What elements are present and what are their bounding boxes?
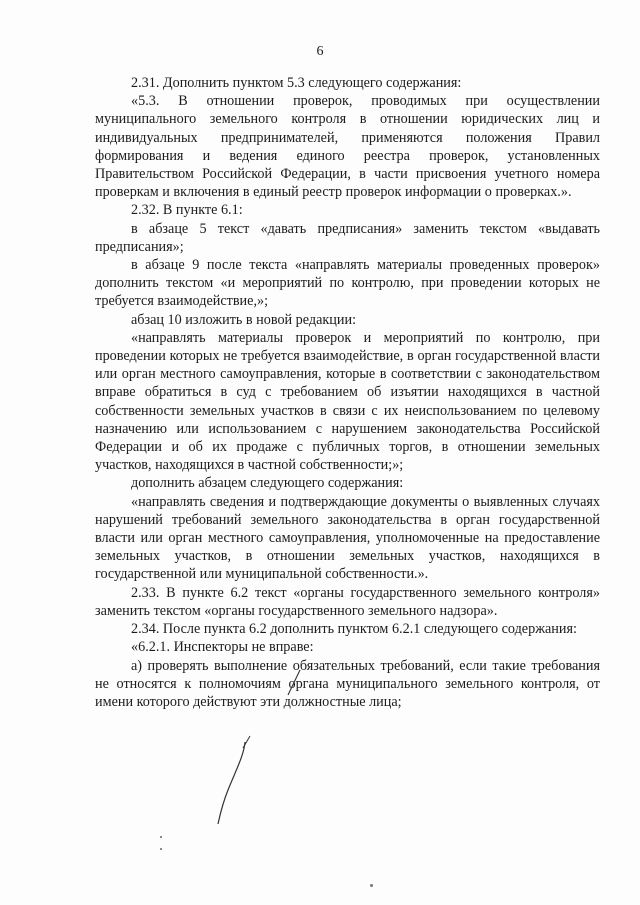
page-number: 6 (316, 44, 324, 59)
paragraph-add-abzac-text: «направлять сведения и подтверждающие документы о выявленных случаях нарушений требований земельного законодательства в орган государственной власти или орган местного самоуправления, уполномоченные на предоставление земельных участков, в отношении земельных участков, находящихся в государственной или муниципальной собственности.». (95, 493, 600, 583)
document-body (95, 74, 600, 711)
paragraph-abzac-5: в абзаце 5 текст «давать предписания» заменить текстом «выдавать предписания»; (95, 220, 600, 255)
paragraph-6-2-1: «6.2.1. Инспекторы не вправе: (131, 639, 314, 656)
scan-dot (370, 884, 373, 887)
paragraph-abzac-9: в абзаце 9 после текста «направлять материалы проведенных проверок» дополнить текстом «и мероприятий по контролю, при проведении которых не требуется взаимодействие,»; (95, 257, 600, 310)
paragraph-add-abzac: дополнить абзацем следующего содержания: (131, 475, 404, 492)
paragraph-5-3-text: «5.3. В отношении проверок, проводимых при осуществлении муниципального земельного контроля в отношении юридических лиц и индивидуальных предпринимателей, применяются положения Правил формирования и ведения единого реестра проверок, установленных Правительством Российской Федерации, в части присвоения учетного номера проверкам и включения в единый реестр проверок информации о проверках.». (95, 93, 600, 201)
scan-dot (160, 836, 162, 838)
paragraph-abzac-10: абзац 10 изложить в новой редакции: (131, 311, 357, 328)
paragraph-item-a: а) проверять выполнение обязательных требований, если такие требования не относятся к полномочиям органа муниципального земельного контроля, от имени которого действуют эти должностные лица; (95, 657, 600, 710)
paragraph-abzac-10-text: «направлять материалы проверок и мероприятий по контролю, при проведении которых не требуется взаимодействие, в орган государственной власти или орган местного самоуправления, которые в соответствии с законодательством вправе обратиться в суд с требованием об изъятии находящихся в частной собственности земельных участков в связи с их неиспользованием по целевому назначению или использованием с нарушением законодательства Российской Федерации и об их продаже с публичных торгов, в отношении земельных участков, находящихся в частной собственности;»; (95, 329, 600, 474)
scan-dot (160, 848, 162, 850)
paragraph-2-31: 2.31. Дополнить пунктом 5.3 следующего содержания: (131, 75, 462, 91)
paragraph-2-32: 2.32. В пункте 6.1: (131, 202, 243, 219)
paragraph-2-34: 2.34. После пункта 6.2 дополнить пунктом 6.2.1 следующего содержания: (131, 621, 577, 638)
paragraph-2-33: 2.33. В пункте 6.2 текст «органы государственного земельного контроля» заменить текстом «органы государственного земельного надзора». (95, 584, 600, 619)
